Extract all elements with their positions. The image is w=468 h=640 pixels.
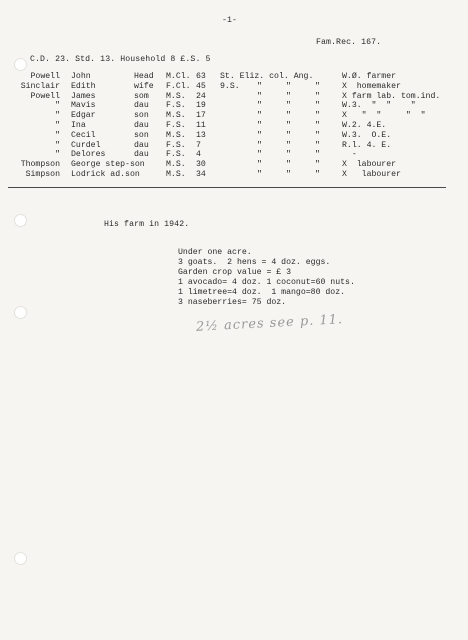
family-record-ref: Fam.Rec. 167. (316, 38, 382, 47)
cell-ditto-3: " (315, 120, 320, 130)
cell-relation: wife (134, 81, 154, 91)
cell-surname: " (55, 130, 60, 140)
cell-surname: Thompson (20, 160, 60, 170)
cell-birthplace: 9.S. (220, 81, 240, 91)
farm-title: His farm in 1942. (104, 220, 190, 229)
cell-marital-status: M.S. (166, 91, 186, 101)
cell-ditto-3: " (315, 91, 320, 101)
cell-surname: Sinclair (20, 81, 60, 91)
cell-ditto-3: " (315, 160, 320, 170)
cell-age: 7 (196, 140, 201, 150)
farm-details (178, 248, 355, 308)
cell-marital-status: F.Cl. (166, 81, 191, 91)
cell-first-name: James (71, 91, 96, 101)
cell-marital-status: F.S. (166, 120, 186, 130)
cell-ditto-2: " (286, 140, 291, 150)
punch-hole (14, 58, 27, 71)
cell-ditto-3: " (315, 150, 320, 160)
cell-relation: dau (134, 101, 149, 111)
cell-marital-status: M.S. (166, 160, 186, 170)
cell-first-name: John (71, 72, 91, 81)
farm-item: 3 naseberries= 75 doz. (178, 298, 287, 307)
farm-item: 1 avocado= 4 doz. 1 coconut=60 nuts. (178, 278, 355, 287)
farm-item: 3 goats. 2 hens = 4 doz. eggs. (178, 258, 331, 267)
farm-item: Garden crop value = £ 3 (178, 268, 292, 277)
cell-first-name: George step-son (71, 160, 145, 170)
cell-occupation: - (342, 150, 357, 160)
cell-surname: " (55, 111, 60, 121)
cell-ditto-1: " (257, 111, 262, 121)
household-header: C.D. 23. Std. 13. Household 8 £.S. 5 (30, 55, 211, 64)
table-row (0, 101, 468, 111)
cell-occupation: W.3. O.E. (342, 130, 392, 140)
cell-surname: " (55, 140, 60, 150)
cell-marital-status: M.Cl. (166, 72, 191, 81)
cell-ditto-1: " (257, 150, 262, 160)
cell-marital-status: M.S. (166, 130, 186, 140)
cell-age: 11 (196, 120, 206, 130)
farm-item: Under one acre. (178, 248, 252, 257)
cell-relation: dau (134, 150, 149, 160)
cell-relation: dau (134, 140, 149, 150)
cell-first-name: Ina (71, 120, 86, 130)
cell-relation: Head (134, 72, 154, 81)
cell-ditto-2: " (286, 130, 291, 140)
cell-ditto-2: " (286, 81, 291, 91)
table-row (0, 160, 468, 170)
cell-ditto-1: " (257, 130, 262, 140)
cell-first-name: Mavis (71, 101, 96, 111)
cell-relation: dau (134, 120, 149, 130)
cell-age: 24 (196, 91, 206, 101)
cell-age: 17 (196, 111, 206, 121)
cell-ditto-3: " (315, 101, 320, 111)
table-row (0, 170, 468, 180)
table-row (0, 82, 468, 92)
cell-occupation: W.Ø. farmer (342, 72, 397, 81)
cell-ditto-1: " (257, 101, 262, 111)
table-row (0, 72, 468, 82)
cell-ditto-1: " (257, 81, 262, 91)
cell-ditto-2: " (286, 150, 291, 160)
cell-occupation: W.2. 4.E. (342, 120, 387, 130)
cell-first-name: Lodrick ad.son (71, 169, 140, 179)
cell-occupation: X labourer (342, 169, 401, 179)
cell-ditto-2: " (286, 91, 291, 101)
table-row (0, 150, 468, 160)
cell-first-name: Edith (71, 81, 96, 91)
cell-marital-status: F.S. (166, 101, 186, 111)
cell-ditto-3: " (315, 81, 320, 91)
table-row (0, 131, 468, 141)
cell-age: 13 (196, 130, 206, 140)
punch-hole (14, 214, 27, 227)
cell-first-name: Cecil (71, 130, 96, 140)
cell-ditto-1: " (257, 169, 262, 179)
cell-surname: " (55, 101, 60, 111)
cell-ditto-2: " (286, 111, 291, 121)
cell-birthplace: St. Eliz. col. Ang. (220, 72, 314, 81)
cell-surname: " (55, 120, 60, 130)
punch-hole (14, 552, 27, 565)
table-row (0, 141, 468, 151)
cell-age: 30 (196, 160, 206, 170)
section-divider (8, 187, 446, 188)
punch-hole (14, 306, 27, 319)
cell-ditto-3: " (315, 111, 320, 121)
cell-ditto-2: " (286, 101, 291, 111)
cell-occupation: X homemaker (342, 81, 401, 91)
cell-occupation: X farm lab. tom.ind. (342, 91, 441, 101)
cell-ditto-1: " (257, 91, 262, 101)
cell-occupation: W.3. " " " (342, 101, 416, 111)
cell-ditto-2: " (286, 169, 291, 179)
cell-first-name: Edgar (71, 111, 96, 121)
cell-ditto-1: " (257, 160, 262, 170)
cell-occupation: R.l. 4. E. (342, 140, 392, 150)
cell-first-name: Delores (71, 150, 106, 160)
cell-age: 45 (196, 81, 206, 91)
cell-age: 19 (196, 101, 206, 111)
cell-marital-status: M.S. (166, 169, 186, 179)
cell-age: 63 (196, 72, 206, 81)
table-row (0, 92, 468, 102)
cell-age: 34 (196, 169, 206, 179)
cell-ditto-1: " (257, 120, 262, 130)
cell-marital-status: F.S. (166, 140, 186, 150)
cell-occupation: X " " " " (342, 111, 426, 121)
cell-ditto-1: " (257, 140, 262, 150)
cell-surname: Powell (30, 91, 60, 101)
farm-item: 1 limetree=4 doz. 1 mango=80 doz. (178, 288, 346, 297)
page-number: -1- (222, 16, 238, 25)
cell-marital-status: F.S. (166, 150, 186, 160)
table-row (0, 121, 468, 131)
cell-ditto-2: " (286, 160, 291, 170)
cell-ditto-2: " (286, 120, 291, 130)
cell-relation: son (134, 111, 149, 121)
table-row (0, 111, 468, 121)
cell-ditto-3: " (315, 130, 320, 140)
cell-marital-status: M.S. (166, 111, 186, 121)
cell-surname: Powell (30, 72, 60, 81)
cell-relation: som (134, 91, 149, 101)
cell-first-name: Curdel (71, 140, 101, 150)
cell-occupation: X labourer (342, 160, 397, 170)
cell-surname: " (55, 150, 60, 160)
handwritten-note: 2½ acres see p. 11. (195, 312, 344, 335)
household-table (0, 72, 468, 180)
cell-relation: son (134, 130, 149, 140)
cell-ditto-3: " (315, 140, 320, 150)
cell-age: 4 (196, 150, 201, 160)
cell-surname: Simpson (25, 169, 60, 179)
cell-ditto-3: " (315, 169, 320, 179)
